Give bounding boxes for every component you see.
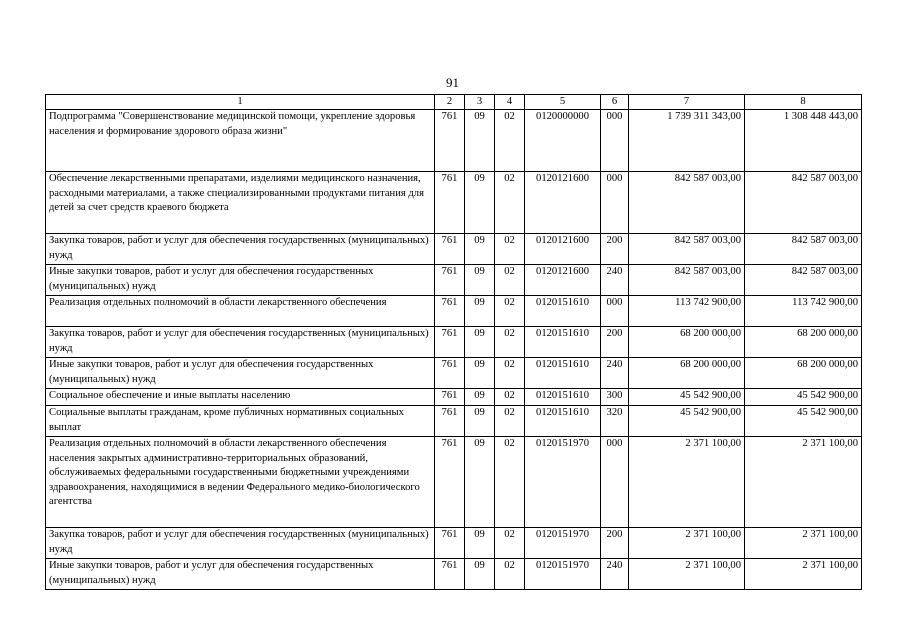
row-name: Иные закупки товаров, работ и услуг для обеспечения государственных (муниципальных) нужд (46, 358, 435, 389)
row-vr: 000 (601, 296, 629, 327)
header-row (46, 95, 862, 110)
row-sum-1: 842 587 003,00 (629, 265, 745, 296)
row-name: Социальные выплаты гражданам, кроме публичных нормативных социальных выплат (46, 406, 435, 437)
row-pr: 02 (495, 265, 525, 296)
row-rz: 09 (465, 327, 495, 358)
row-sum-2: 2 371 100,00 (745, 528, 862, 559)
col-header-5: 5 (525, 95, 601, 110)
table-row (46, 358, 862, 389)
row-name: Обеспечение лекарственными препаратами, изделиями медицинского назначения, расходными материалами, а также специализированными продуктами питания для детей за счет средств краевого бюджета (46, 172, 435, 234)
col-header-7: 7 (629, 95, 745, 110)
row-sum-2: 45 542 900,00 (745, 406, 862, 437)
row-sum-2: 1 308 448 443,00 (745, 110, 862, 172)
row-pr: 02 (495, 296, 525, 327)
row-rz: 09 (465, 559, 495, 590)
row-rz: 09 (465, 172, 495, 234)
row-vr: 000 (601, 172, 629, 234)
row-vr: 200 (601, 528, 629, 559)
row-sum-2: 842 587 003,00 (745, 172, 862, 234)
row-rz: 09 (465, 234, 495, 265)
row-rz: 09 (465, 296, 495, 327)
budget-table (45, 94, 862, 590)
col-header-2: 2 (435, 95, 465, 110)
row-pr: 02 (495, 234, 525, 265)
row-pr: 02 (495, 358, 525, 389)
row-rz: 09 (465, 437, 495, 528)
row-rz: 09 (465, 265, 495, 296)
row-name: Закупка товаров, работ и услуг для обеспечения государственных (муниципальных) нужд (46, 528, 435, 559)
row-vr: 200 (601, 234, 629, 265)
row-pr: 02 (495, 437, 525, 528)
row-csr: 0120121600 (525, 234, 601, 265)
row-rz: 09 (465, 528, 495, 559)
row-rz: 09 (465, 358, 495, 389)
table-row (46, 265, 862, 296)
row-sum-1: 842 587 003,00 (629, 234, 745, 265)
table-row (46, 172, 862, 234)
col-header-8: 8 (745, 95, 862, 110)
row-sum-2: 68 200 000,00 (745, 327, 862, 358)
row-pr: 02 (495, 559, 525, 590)
row-gr: 761 (435, 172, 465, 234)
row-sum-2: 842 587 003,00 (745, 234, 862, 265)
row-sum-2: 2 371 100,00 (745, 559, 862, 590)
row-sum-1: 68 200 000,00 (629, 358, 745, 389)
row-vr: 300 (601, 389, 629, 406)
row-sum-2: 2 371 100,00 (745, 437, 862, 528)
row-vr: 240 (601, 265, 629, 296)
row-csr: 0120000000 (525, 110, 601, 172)
row-csr: 0120151610 (525, 389, 601, 406)
row-name: Реализация отдельных полномочий в области лекарственного обеспечения (46, 296, 435, 327)
row-rz: 09 (465, 406, 495, 437)
row-sum-1: 68 200 000,00 (629, 327, 745, 358)
row-sum-1: 113 742 900,00 (629, 296, 745, 327)
row-sum-1: 45 542 900,00 (629, 389, 745, 406)
row-name: Закупка товаров, работ и услуг для обеспечения государственных (муниципальных) нужд (46, 234, 435, 265)
row-pr: 02 (495, 110, 525, 172)
row-sum-2: 842 587 003,00 (745, 265, 862, 296)
table-row (46, 559, 862, 590)
table-row (46, 406, 862, 437)
row-name: Реализация отдельных полномочий в области лекарственного обеспечения населения закрытых административно-территориальных образований, обслуживаемых федеральными государственными бюджетными учреждениями здравоохранения, находящимися в ведении Федерального медико-биологического агентства (46, 437, 435, 528)
row-pr: 02 (495, 327, 525, 358)
row-gr: 761 (435, 234, 465, 265)
row-rz: 09 (465, 110, 495, 172)
row-sum-2: 68 200 000,00 (745, 358, 862, 389)
row-name: Социальное обеспечение и иные выплаты населению (46, 389, 435, 406)
table-row (46, 110, 862, 172)
row-gr: 761 (435, 265, 465, 296)
row-sum-1: 2 371 100,00 (629, 437, 745, 528)
table-row (46, 528, 862, 559)
row-csr: 0120151610 (525, 358, 601, 389)
row-name: Подпрограмма "Совершенствование медицинской помощи, укрепление здоровья населения и формирование здорового образа жизни" (46, 110, 435, 172)
row-csr: 0120151610 (525, 406, 601, 437)
row-pr: 02 (495, 389, 525, 406)
col-header-1: 1 (46, 95, 435, 110)
row-pr: 02 (495, 528, 525, 559)
table-row (46, 234, 862, 265)
row-csr: 0120121600 (525, 172, 601, 234)
row-pr: 02 (495, 172, 525, 234)
row-csr: 0120151610 (525, 296, 601, 327)
col-header-4: 4 (495, 95, 525, 110)
row-sum-1: 2 371 100,00 (629, 528, 745, 559)
row-csr: 0120121600 (525, 265, 601, 296)
row-gr: 761 (435, 406, 465, 437)
col-header-6: 6 (601, 95, 629, 110)
row-vr: 240 (601, 559, 629, 590)
row-csr: 0120151970 (525, 528, 601, 559)
row-rz: 09 (465, 389, 495, 406)
row-gr: 761 (435, 559, 465, 590)
row-sum-1: 1 739 311 343,00 (629, 110, 745, 172)
row-csr: 0120151970 (525, 559, 601, 590)
table-row (46, 296, 862, 327)
row-name: Закупка товаров, работ и услуг для обеспечения государственных (муниципальных) нужд (46, 327, 435, 358)
row-vr: 200 (601, 327, 629, 358)
row-gr: 761 (435, 327, 465, 358)
row-gr: 761 (435, 358, 465, 389)
row-vr: 000 (601, 110, 629, 172)
row-name: Иные закупки товаров, работ и услуг для обеспечения государственных (муниципальных) нужд (46, 265, 435, 296)
row-sum-2: 113 742 900,00 (745, 296, 862, 327)
row-csr: 0120151610 (525, 327, 601, 358)
row-sum-2: 45 542 900,00 (745, 389, 862, 406)
row-name: Иные закупки товаров, работ и услуг для обеспечения государственных (муниципальных) нужд (46, 559, 435, 590)
row-pr: 02 (495, 406, 525, 437)
row-vr: 320 (601, 406, 629, 437)
row-vr: 240 (601, 358, 629, 389)
row-gr: 761 (435, 389, 465, 406)
row-sum-1: 2 371 100,00 (629, 559, 745, 590)
row-gr: 761 (435, 110, 465, 172)
row-sum-1: 45 542 900,00 (629, 406, 745, 437)
row-csr: 0120151970 (525, 437, 601, 528)
table-row (46, 437, 862, 528)
row-gr: 761 (435, 296, 465, 327)
table-row (46, 389, 862, 406)
table-row (46, 327, 862, 358)
page-number: 91 (446, 75, 459, 90)
col-header-3: 3 (465, 95, 495, 110)
row-sum-1: 842 587 003,00 (629, 172, 745, 234)
row-gr: 761 (435, 528, 465, 559)
row-gr: 761 (435, 437, 465, 528)
row-vr: 000 (601, 437, 629, 528)
